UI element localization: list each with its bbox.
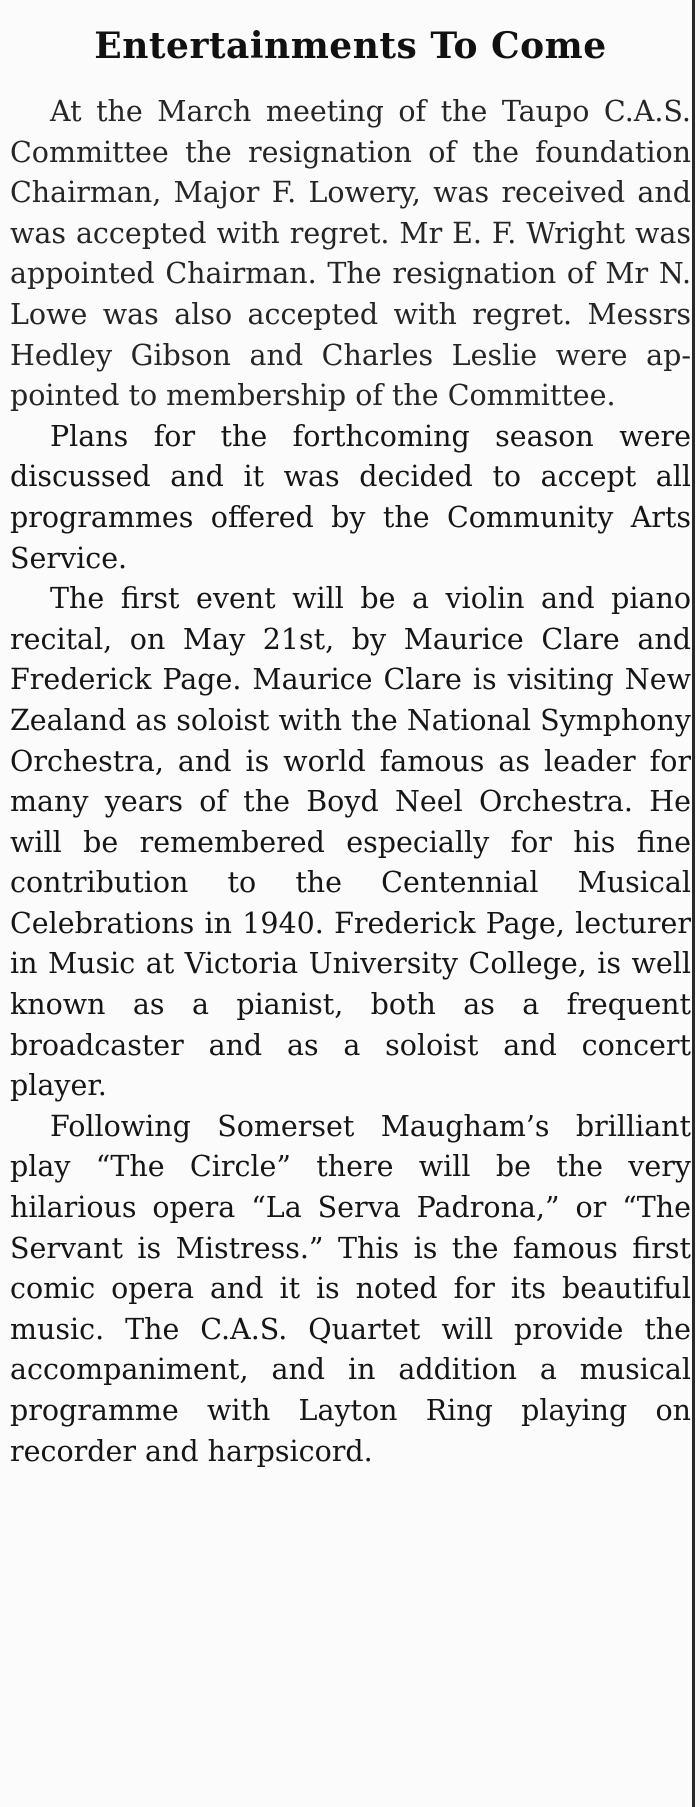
paragraph-committee: At the March meeting of the Taupo C.A.S. Committee the resignation of the foundation Chairman, Major F. Lowery, was received and was accepted with regret. Mr E. F. Wright was appointed Chairman. The resignation of Mr N. Lowe was also accepted with regret. Messrs Hedley Gibson and Charles Leslie were appointed to membership of the Committee. <box>10 95 691 413</box>
article-headline: Entertainments To Come <box>94 25 607 67</box>
paragraph-recital: The first event will be a violin and piano recital, on May 21st, by Maurice Clare and Frederick Page. Maurice Clare is visiting New Zealand as soloist with the National Symphony Orchestra, and is world famous as leader for many years of the Boyd Neel Orchestra. He will be remembered especially for his fine contribution to the Centennial Musical Celebrations in 1940. Frederick Page, lecturer in Music at Victoria University College, is well known as a pianist, both as a frequent broadcaster and as a soloist and concert player. <box>10 582 691 1103</box>
paragraph-opera: Following Somerset Maugham’s brilliant play “The Circle” there will be the very hilarious opera “La Serva Padrona,” or “The Servant is Mistress.” This is the famous first comic opera and it is noted for its beautiful music. The C.A.S. Quartet will provide the accompaniment, and in addition a musical programme with Layton Ring playing on recorder and harpsicord. <box>10 1109 691 1468</box>
paragraph-season-plans: Plans for the forthcoming season were discussed and it was decided to accept all programmes offered by the Community Arts Service. <box>10 419 691 575</box>
column-divider <box>692 0 695 1807</box>
